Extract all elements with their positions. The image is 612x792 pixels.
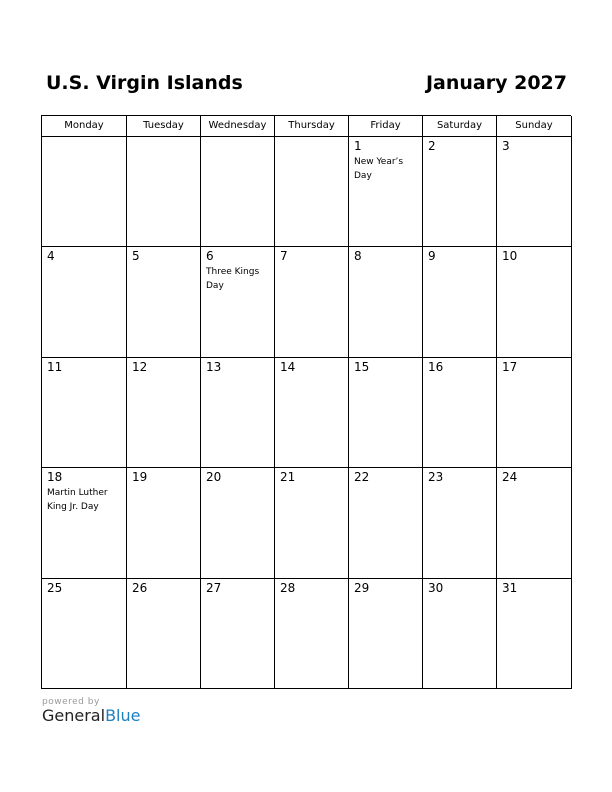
day-number: 22 <box>354 470 370 485</box>
day-cell-4[interactable] <box>42 247 127 357</box>
day-number: 31 <box>502 580 518 595</box>
day-number: 30 <box>428 580 444 595</box>
day-number: 13 <box>206 359 222 374</box>
day-number: 25 <box>47 580 63 595</box>
day-number: 24 <box>502 470 518 485</box>
day-cell-empty[interactable] <box>42 137 127 247</box>
day-cell-empty[interactable] <box>275 137 349 247</box>
day-cell-26[interactable] <box>127 579 201 689</box>
powered-by-text: powered by <box>42 697 100 707</box>
day-cell-15[interactable] <box>349 358 423 468</box>
day-number: 7 <box>280 249 288 264</box>
day-number: 23 <box>428 470 444 485</box>
day-cell-10[interactable] <box>497 247 572 357</box>
day-cell-20[interactable] <box>201 468 275 578</box>
day-cell-27[interactable] <box>201 579 275 689</box>
month-title: January 2027 <box>425 72 567 94</box>
day-number: 29 <box>354 580 370 595</box>
weekday-header-sunday: Sunday <box>497 116 572 137</box>
day-number: 9 <box>428 249 436 264</box>
day-cell-3[interactable] <box>497 137 572 247</box>
day-number: 10 <box>502 249 518 264</box>
day-cell-13[interactable] <box>201 358 275 468</box>
calendar-grid <box>41 115 571 689</box>
region-title: U.S. Virgin Islands <box>46 72 243 94</box>
day-number: 1 <box>354 139 362 153</box>
weekday-header-saturday: Saturday <box>423 116 497 137</box>
day-number: 3 <box>502 139 510 153</box>
weekday-header-thursday: Thursday <box>275 116 349 137</box>
weekday-header-friday: Friday <box>349 116 423 137</box>
day-number: 26 <box>132 580 148 595</box>
day-number: 28 <box>280 580 296 595</box>
day-cell-2[interactable] <box>423 137 497 247</box>
day-cell-21[interactable] <box>275 468 349 578</box>
day-cell-17[interactable] <box>497 358 572 468</box>
day-cell-16[interactable] <box>423 358 497 468</box>
weekday-header-monday: Monday <box>42 116 127 137</box>
weekday-header-tuesday: Tuesday <box>127 116 201 137</box>
day-number: 4 <box>47 249 55 264</box>
day-cell-12[interactable] <box>127 358 201 468</box>
day-number: 16 <box>428 359 444 374</box>
day-number: 6 <box>206 249 214 264</box>
day-number: 5 <box>132 249 140 264</box>
day-cell-1[interactable] <box>349 137 423 247</box>
day-number: 17 <box>502 359 518 374</box>
holiday-label: Martin Luther King Jr. Day <box>47 488 108 513</box>
brand-blue-text: Blue <box>105 706 141 725</box>
day-cell-14[interactable] <box>275 358 349 468</box>
day-cell-28[interactable] <box>275 579 349 689</box>
day-cell-18[interactable] <box>42 468 127 578</box>
day-cell-31[interactable] <box>497 579 572 689</box>
day-cell-22[interactable] <box>349 468 423 578</box>
day-cell-30[interactable] <box>423 579 497 689</box>
brand-general-text: General <box>42 706 106 725</box>
day-cell-5[interactable] <box>127 247 201 357</box>
day-number: 20 <box>206 470 222 485</box>
day-cell-7[interactable] <box>275 247 349 357</box>
day-cell-empty[interactable] <box>201 137 275 247</box>
day-cell-6[interactable] <box>201 247 275 357</box>
day-number: 8 <box>354 249 362 264</box>
footer <box>42 697 140 725</box>
day-number: 21 <box>280 470 296 485</box>
calendar-header <box>42 72 571 98</box>
day-number: 2 <box>428 139 436 153</box>
day-cell-19[interactable] <box>127 468 201 578</box>
day-number: 11 <box>47 359 63 374</box>
day-number: 19 <box>132 470 148 485</box>
day-cell-11[interactable] <box>42 358 127 468</box>
day-number: 27 <box>206 580 222 595</box>
holiday-label: Three Kings Day <box>206 267 260 292</box>
day-number: 14 <box>280 359 296 374</box>
day-cell-25[interactable] <box>42 579 127 689</box>
day-cell-24[interactable] <box>497 468 572 578</box>
day-cell-9[interactable] <box>423 247 497 357</box>
holiday-label: New Year’s Day <box>354 157 404 181</box>
day-number: 12 <box>132 359 148 374</box>
day-cell-29[interactable] <box>349 579 423 689</box>
day-number: 18 <box>47 470 63 485</box>
day-cell-8[interactable] <box>349 247 423 357</box>
day-cell-empty[interactable] <box>127 137 201 247</box>
day-number: 15 <box>354 359 370 374</box>
day-cell-23[interactable] <box>423 468 497 578</box>
weekday-header-wednesday: Wednesday <box>201 116 275 137</box>
generalblue-logo[interactable] <box>42 706 140 725</box>
